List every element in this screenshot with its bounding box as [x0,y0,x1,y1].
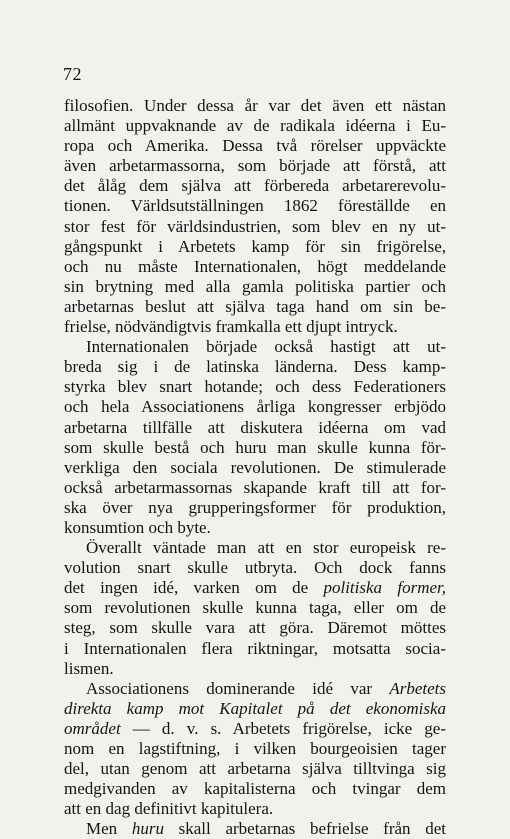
text-segment: allmänt uppvaknande av de radikala idéerna i Eu- [64,116,446,136]
italic-text: Arbetets [389,678,446,698]
text-segment: i Internationalen flera riktningar, motsatta socia- [64,638,446,658]
text-segment: frielse, nödvändigtvis framkalla ett djupt intryck. [64,317,398,337]
text-line [64,799,446,819]
text-segment: skall arbetarnas befrielse från det [163,819,446,839]
text-segment: konsumtion och byte. [64,517,211,537]
text-line [64,578,446,598]
text-segment: ska över nya grupperingsformer för produktion, [64,497,446,517]
text-segment: arbetarna tillfälle att diskutera idéerna om vad [64,417,446,437]
text-line [64,639,446,659]
text-segment: och hela Associationens årliga kongresser erbjödo [64,397,446,417]
text-segment: styrka blev snart hotande; och dess Federationers [64,377,446,397]
text-line [64,317,446,337]
body-text [64,96,446,839]
text-line [64,618,446,638]
text-segment: medgivanden av kapitalisterna och tvingar dem [64,779,446,799]
text-line [64,196,446,216]
text-segment: volution snart skulle utbryta. Och dock fanns [64,558,446,578]
text-line [64,237,446,257]
page-number: 72 [63,64,82,84]
text-line [64,458,446,478]
text-segment: och nu måste Internationalen, högt meddelande [64,256,446,276]
text-line [64,176,446,196]
text-segment: arbetarnas beslut att själva taga hand om sin be- [64,296,446,316]
italic-text: direkta kamp mot Kapitalet på det ekonomiska [64,698,446,718]
text-line [64,659,446,679]
text-segment: nom en lagstiftning, i vilken bourgeoisien tager [64,739,446,758]
text-segment: att en dag definitivt kapitulera. [64,799,274,819]
text-segment: lismen. [64,658,114,678]
text-segment: som skulle bestå och huru man skulle kunna för- [64,437,446,457]
text-segment: det ålåg dem själva att förbereda arbetarerevolu- [64,176,446,196]
italic-text: området [64,718,121,738]
text-line [64,438,446,458]
text-line [64,136,446,156]
text-line [64,719,446,739]
text-line [64,779,446,799]
text-line [64,217,446,237]
text-segment: Överallt väntade man att en stor europeisk re- [86,538,446,558]
text-line [64,277,446,297]
text-segment: del, utan genom att arbetarna själva tilltvinga sig [64,759,446,779]
text-line [64,357,446,377]
text-line [64,679,446,699]
text-segment: Men [86,819,132,839]
text-segment: även arbetarmassorna, som började att förstå, att [64,156,446,176]
text-line [64,819,446,839]
text-line [64,598,446,618]
text-segment: gångspunkt i Arbetets kamp för sin frigörelse, [64,236,446,256]
text-segment: också arbetarmassornas skapande kraft till att for- [64,477,446,497]
text-line [64,498,446,518]
text-line [64,156,446,176]
text-line [64,257,446,277]
text-segment: — d. v. s. Arbetets frigörelse, icke ge- [120,718,446,738]
text-segment: stor fest för världsindustrien, som blev en ny ut- [64,216,446,236]
text-segment: verkliga den sociala revolutionen. De stimulerade [64,457,446,477]
text-line [64,759,446,779]
text-segment: det ingen idé, varken om de [64,578,324,598]
text-segment: Internationalen började också hastigt att ut- [86,337,446,357]
text-segment: ropa och Amerika. Dessa två rörelser uppväckte [64,136,446,156]
text-line [64,739,446,759]
text-line [64,337,446,357]
text-line [64,518,446,538]
italic-text: huru [131,819,164,839]
text-line [64,538,446,558]
text-segment: filosofien. Under dessa år var det även ett nästan [64,96,446,115]
text-line [64,558,446,578]
text-segment: som revolutionen skulle kunna taga, eller om de [64,598,446,618]
text-line [64,699,446,719]
text-line [64,96,446,116]
text-segment: breda sig i de latinska länderna. Dess kamp- [64,357,446,377]
text-segment: sin brytning med alla gamla politiska partier och [64,276,446,296]
text-line [64,297,446,317]
text-line [64,377,446,397]
text-segment: tionen. Världsutställningen 1862 föreställde en [64,196,446,216]
text-segment: Associationens dominerande idé var [86,678,390,698]
italic-text: politiska former, [323,578,446,598]
text-segment: steg, som skulle vara att göra. Däremot möttes [64,618,446,638]
text-line [64,478,446,498]
text-line [64,397,446,417]
text-line [64,418,446,438]
text-line [64,116,446,136]
